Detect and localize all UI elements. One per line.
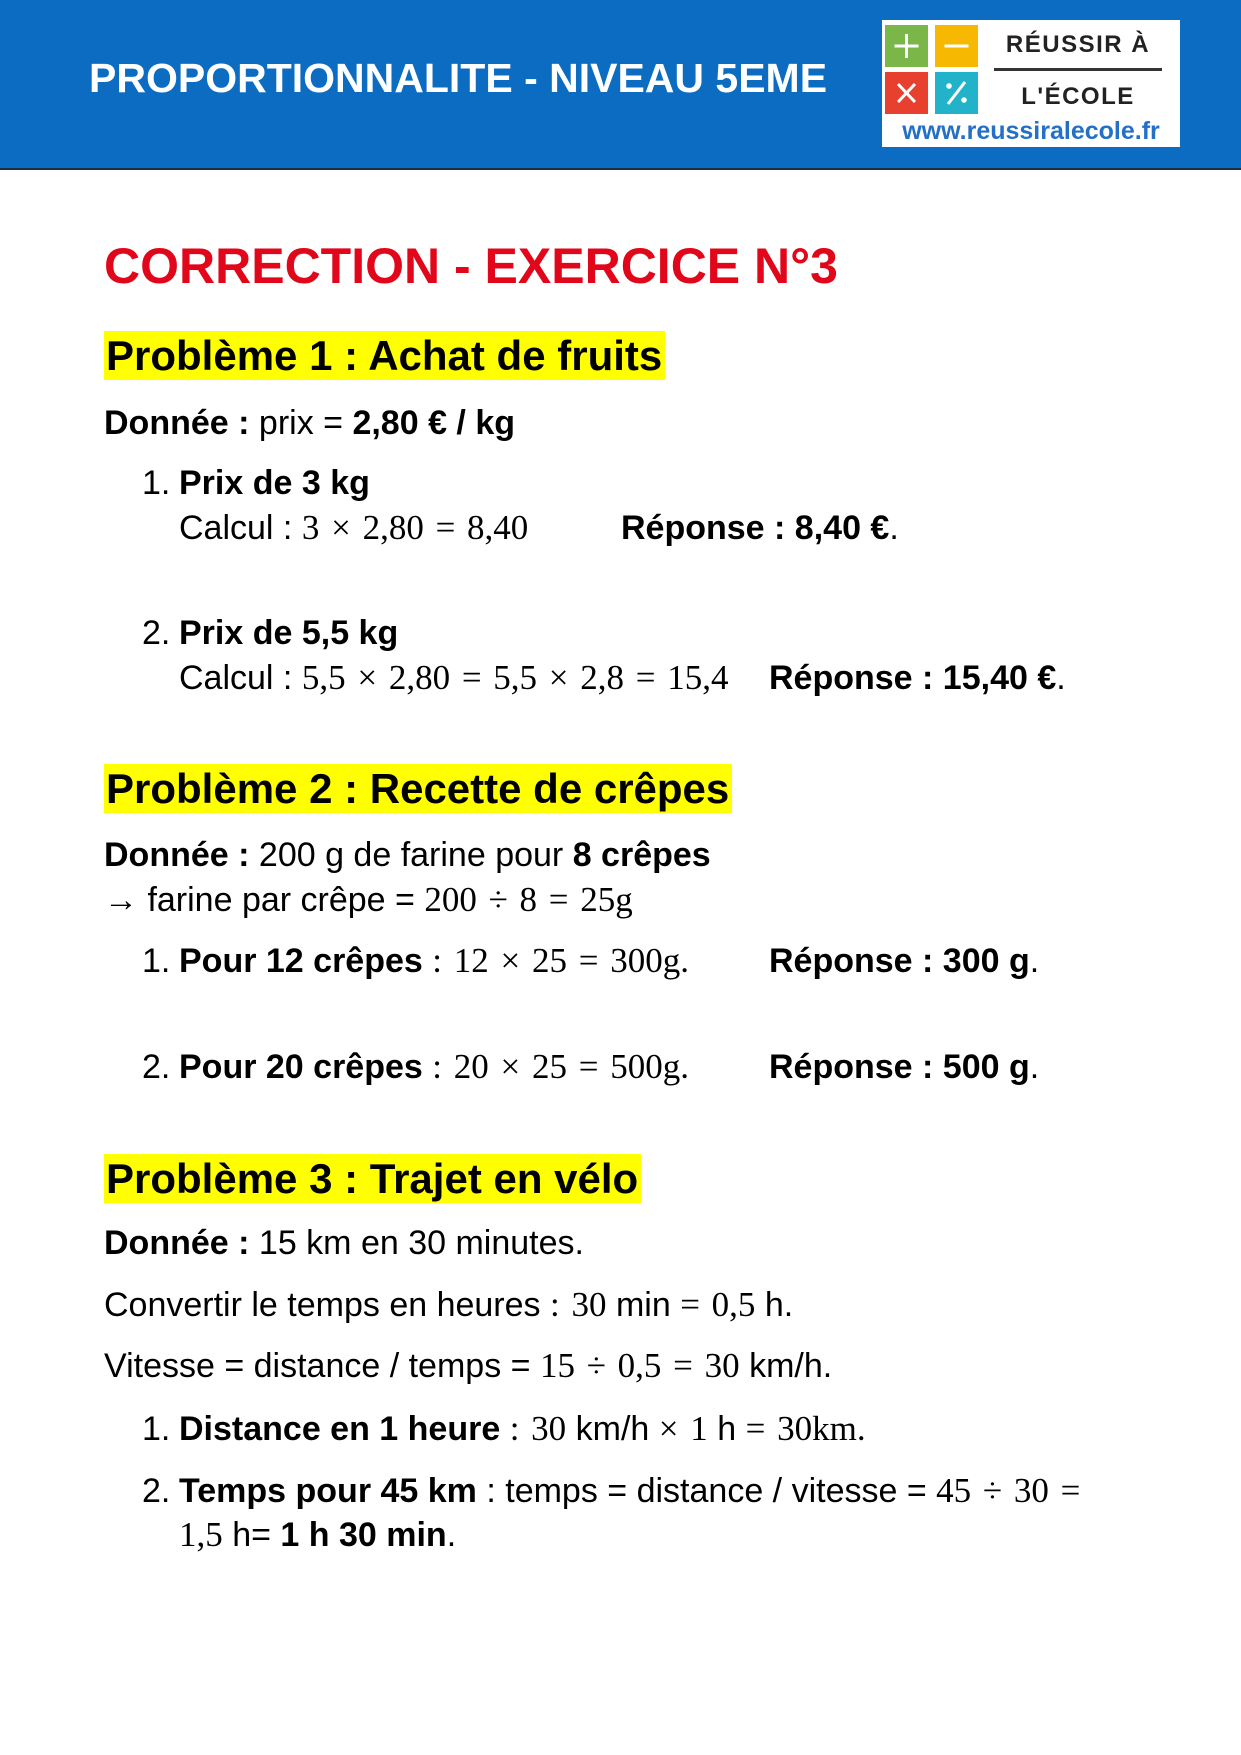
conversion-math: : 30: [550, 1285, 607, 1324]
calc-expression: : 30: [509, 1409, 567, 1448]
per-crepe-math: 200 ÷ 8 = 25g: [424, 880, 633, 919]
problem-2-per-crepe: [104, 880, 633, 920]
speed-text: Vitesse = distance / temps =: [104, 1347, 531, 1385]
given-text: prix =: [258, 404, 343, 442]
question-title: Prix de 5,5 kg: [179, 614, 399, 652]
logo-url: www.reussiralecole.fr: [902, 117, 1160, 145]
problem-3-question-1: [142, 1409, 866, 1449]
problem-3-time-conversion: [104, 1285, 793, 1325]
calc-expression: 5,5 × 2,80 = 5,5 × 2,8 = 15,4: [301, 658, 729, 697]
speed-unit: km/h.: [749, 1347, 833, 1385]
header-banner: [0, 0, 1241, 170]
per-crepe-text: → farine par crêpe =: [104, 881, 415, 919]
list-number: 1.: [142, 464, 171, 502]
question-title: Prix de 3 kg: [179, 464, 370, 502]
percent-icon: [935, 72, 978, 114]
given-text: 15 km en 30 minutes.: [258, 1224, 584, 1262]
list-number: 2.: [142, 1472, 171, 1510]
calc-unit: h=: [232, 1516, 271, 1554]
logo-text-top: RÉUSSIR À: [1005, 31, 1151, 58]
logo-divider: [994, 68, 1162, 71]
given-label: Donnée :: [104, 836, 250, 874]
list-number: 1.: [142, 942, 171, 980]
given-label: Donnée :: [104, 1224, 250, 1262]
problem-1-question-1: [142, 463, 370, 503]
answer-text: Réponse : 8,40 €: [621, 509, 890, 547]
answer-period: .: [1056, 659, 1066, 697]
conversion-unit: min: [615, 1286, 671, 1324]
times-icon: [885, 72, 928, 114]
question-title: Temps pour 45 km: [179, 1472, 477, 1510]
correction-title: CORRECTION - EXERCICE N°3: [104, 238, 838, 294]
answer-period: .: [1029, 942, 1040, 980]
problem-2-question-2: [142, 1047, 689, 1087]
problem-1-question-1-calculation: [179, 508, 528, 548]
calc-expression: 45 ÷ 30 =: [936, 1471, 1081, 1510]
given-label: Donnée :: [104, 404, 250, 442]
list-number: 2.: [142, 1048, 171, 1086]
given-value: 2,80 € / kg: [352, 404, 515, 442]
calc-unit: km/h: [575, 1410, 650, 1448]
problem-1-question-2-calculation: [179, 658, 729, 698]
problem-2-question-1-answer: [769, 941, 1039, 981]
calc-unit: h: [717, 1410, 737, 1448]
problem-3-given: [104, 1223, 584, 1263]
conversion-unit: h.: [764, 1286, 794, 1324]
answer-text: 1 h 30 min: [280, 1516, 447, 1554]
calc-expression: = 30km.: [745, 1409, 866, 1448]
problem-2-heading: Problème 2 : Recette de crêpes: [104, 764, 732, 813]
problem-3-heading: Problème 3 : Trajet en vélo: [104, 1154, 641, 1203]
problem-3-speed: [104, 1346, 832, 1386]
calc-expression: 3 × 2,80 = 8,40: [301, 508, 529, 547]
minus-icon: [935, 25, 978, 67]
problem-1-heading: Problème 1 : Achat de fruits: [104, 331, 665, 380]
problem-1-given: [104, 403, 515, 443]
speed-math: 15 ÷ 0,5 = 30: [539, 1346, 740, 1385]
problem-2-question-2-answer: [769, 1047, 1039, 1087]
answer-text: Réponse : 300 g: [769, 942, 1030, 980]
calc-expression: : 12 × 25 = 300g.: [432, 941, 689, 980]
calc-label: Calcul :: [179, 509, 293, 547]
problem-3-question-2: [142, 1471, 1080, 1511]
calc-expression: : 20 × 25 = 500g.: [432, 1047, 689, 1086]
plus-icon: [885, 25, 928, 67]
given-text: 200 g de farine pour: [258, 836, 564, 874]
problem-2-question-1: [142, 941, 689, 981]
question-title: Pour 20 crêpes: [179, 1048, 423, 1086]
question-title: Distance en 1 heure: [179, 1410, 501, 1448]
answer-text: Réponse : 15,40 €: [769, 659, 1057, 697]
logo-text-bottom: L'ÉCOLE: [1021, 83, 1135, 110]
calc-text: : temps = distance / vitesse =: [486, 1472, 927, 1510]
calc-expression: × 1: [658, 1409, 708, 1448]
answer-period: .: [889, 509, 899, 547]
problem-1-question-2: [142, 613, 398, 653]
site-logo: [882, 20, 1180, 147]
question-title: Pour 12 crêpes: [179, 942, 423, 980]
conversion-text: Convertir le temps en heures: [104, 1286, 541, 1324]
problem-1-question-2-answer: [769, 658, 1066, 698]
list-number: 1.: [142, 1410, 171, 1448]
list-number: 2.: [142, 614, 171, 652]
answer-period: .: [446, 1516, 457, 1554]
answer-period: .: [1029, 1048, 1040, 1086]
worksheet-title: PROPORTIONNALITE - NIVEAU 5EME: [89, 55, 828, 101]
calc-label: Calcul :: [179, 659, 293, 697]
given-value: 8 crêpes: [572, 836, 711, 874]
problem-2-given: [104, 835, 711, 875]
problem-3-question-2-continuation: [179, 1515, 456, 1555]
calc-expression: 1,5: [179, 1515, 223, 1554]
answer-text: Réponse : 500 g: [769, 1048, 1030, 1086]
problem-1-question-1-answer: [621, 508, 899, 548]
conversion-math: = 0,5: [680, 1285, 756, 1324]
